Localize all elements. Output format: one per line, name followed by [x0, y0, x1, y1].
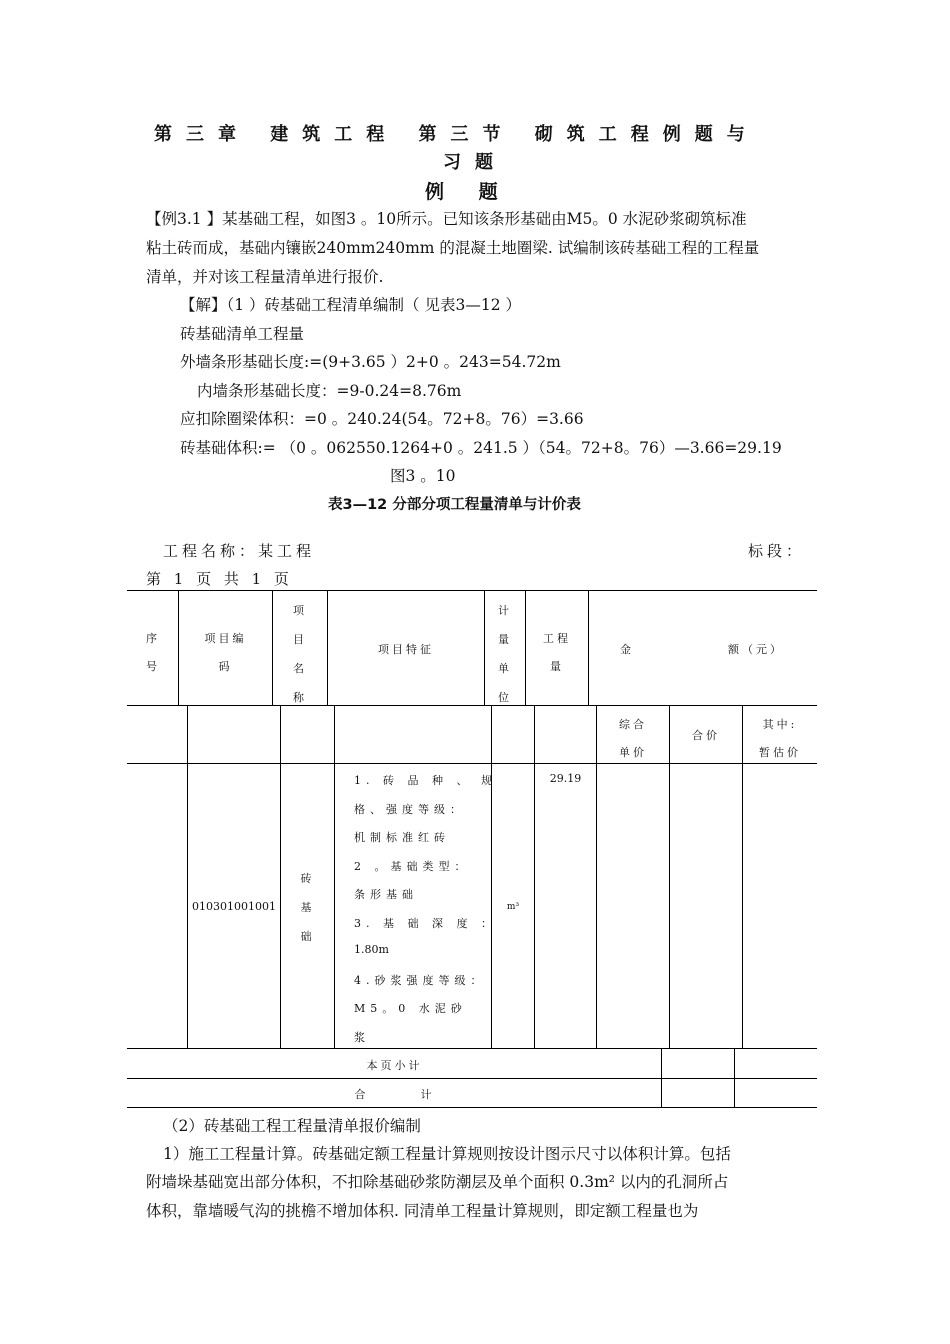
header-amount-unit: 额（元） [728, 643, 784, 656]
header-seq: 序 号 [146, 632, 160, 673]
solution-line-3: 外墙条形基础长度:=(9+3.65 ）2+0 。243=54.72m [180, 353, 561, 371]
section-label: 标段： [748, 542, 806, 560]
after-line-4: 体积，靠墙暖气沟的挑檐不增加体积. 同清单工程量计算规则，即定额工程量也为 [146, 1202, 699, 1220]
chapter-title-cont: 习题 [443, 152, 507, 173]
header-feature: 项目特征 [378, 643, 434, 656]
example-line-1: 【例3.1 】某基础工程，如图3 。10所示。已知该条形基础由M5。0 水泥砂浆砌筑标准 [146, 210, 747, 228]
header-total: 合价 [692, 729, 720, 742]
header-name: 项 目 名 称 [293, 604, 307, 704]
header-unit: 计 量 单 位 [498, 604, 512, 704]
project-name: 工程名称：某工程 [163, 542, 316, 560]
solution-line-1: 【解】（1 ）砖基础工程清单编制（ 见表3—12 ） [180, 296, 521, 314]
header-amount: 金 [620, 643, 634, 656]
section-title: 例 题 [425, 181, 512, 203]
row-qty: 29.19 [549, 772, 582, 785]
row-unit: m³ [506, 902, 520, 912]
subtotal-label: 本页小计 [366, 1059, 423, 1072]
solution-line-4: 内墙条形基础长度：=9-0.24=8.76m [197, 382, 462, 400]
page-info: 第 1 页 共 1 页 [146, 570, 293, 588]
row-code: 010301001001 [192, 900, 276, 913]
header-code: 项目编 码 [204, 632, 247, 673]
figure-label: 图3 。10 [390, 467, 456, 485]
header-unit-price: 综合 单价 [619, 718, 647, 759]
solution-line-5: 应扣除圈梁体积：=0 。240.24(54。72+8。76）=3.66 [180, 410, 584, 428]
example-line-3: 清单，并对该工程量清单进行报价. [146, 268, 384, 286]
after-line-1: （2）砖基础工程工程量清单报价编制 [163, 1117, 421, 1135]
solution-line-2: 砖基础清单工程量 [180, 325, 305, 343]
row-name: 砖 基 础 [300, 872, 315, 943]
after-line-2: 1）施工工程量计算。砖基础定额工程量计算规则按设计图示尺寸以体积计算。包括 [163, 1145, 731, 1163]
solution-line-6: 砖基础体积:= （0 。062550.1264+0 。241.5 ）（54。72+8。76）—3.66=29.19 [180, 439, 782, 457]
header-provisional: 其中: 暂估价 [759, 718, 801, 759]
example-line-2: 粘土砖而成，基础内镶嵌240mm240mm 的混凝土地圈梁. 试编制该砖基础工程的工程量 [146, 239, 760, 257]
table-caption: 表3—12 分部分项工程量清单与计价表 [328, 497, 581, 513]
after-line-3: 附墙垛基础宽出部分体积，不扣除基础砂浆防潮层及单个面积 0.3m² 以内的孔洞所占 [146, 1173, 729, 1191]
header-qty: 工程 量 [543, 632, 571, 673]
chapter-title: 第三章 建筑工程 第三节 砌筑工程例题与 [154, 124, 759, 145]
total-label: 合 计 [354, 1088, 435, 1101]
